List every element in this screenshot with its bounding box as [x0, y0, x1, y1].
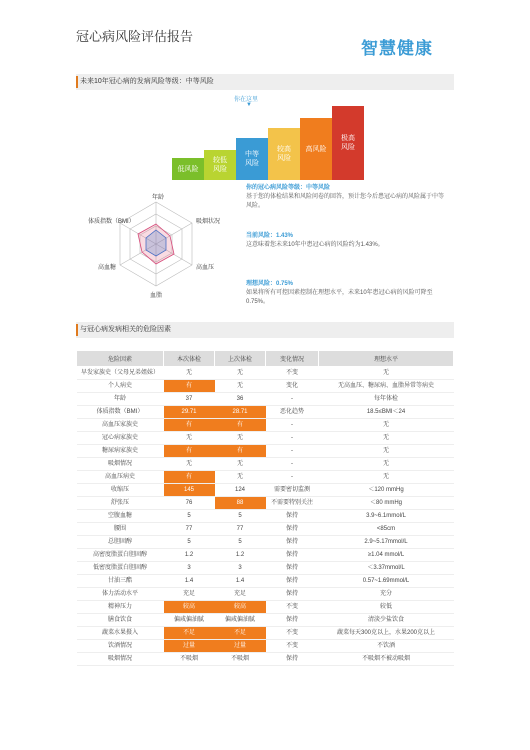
table-cell: 36	[215, 393, 266, 406]
table-cell: 无	[319, 458, 454, 471]
table-cell: 充足	[215, 588, 266, 601]
table-cell: 每年体检	[319, 393, 454, 406]
risk-step-lower: 较低 风险	[204, 150, 236, 180]
ideal-risk-info	[246, 280, 446, 307]
table-cell: 5	[215, 536, 266, 549]
table-cell: 不吸烟	[215, 653, 266, 666]
table-cell: 空腹血糖	[77, 510, 164, 523]
table-cell: 保持	[266, 536, 319, 549]
table-cell: 蔬菜每天300克以上，水果200克以上	[319, 627, 454, 640]
radar-label-bmi: 体质指数（BMI）	[88, 219, 135, 225]
table-cell: 5	[164, 536, 215, 549]
table-cell: 无	[215, 380, 266, 393]
table-cell: 低密度脂蛋白胆固醇	[77, 562, 164, 575]
col-header-change: 变化情况	[266, 351, 319, 367]
table-cell: 吸烟情况	[77, 653, 164, 666]
table-cell: -	[266, 432, 319, 445]
table-cell: 吸烟情况	[77, 458, 164, 471]
table-cell: 不变	[266, 640, 319, 653]
table-row	[77, 406, 454, 419]
table-cell: 不变	[266, 367, 319, 380]
table-cell: -	[266, 419, 319, 432]
table-row	[77, 549, 454, 562]
table-cell: 18.5≤BMI＜24	[319, 406, 454, 419]
table-cell: 无	[215, 471, 266, 484]
table-row	[77, 432, 454, 445]
table-cell: 腰围	[77, 523, 164, 536]
table-cell: 3.9~6.1mmol/L	[319, 510, 454, 523]
table-cell: 有	[215, 445, 266, 458]
table-cell: 清淡少盐饮食	[319, 614, 454, 627]
table-cell: 无	[164, 458, 215, 471]
radar-svg	[96, 190, 236, 310]
table-cell: 77	[164, 523, 215, 536]
table-cell: 糖尿病家族史	[77, 445, 164, 458]
table-cell: <85cm	[319, 523, 454, 536]
risk-level-info	[246, 184, 446, 211]
table-row	[77, 510, 454, 523]
table-cell: 高密度脂蛋白胆固醇	[77, 549, 164, 562]
table-cell: 5	[215, 510, 266, 523]
risk-step-very-high: 极高 风险	[332, 106, 364, 180]
table-cell: 无	[319, 419, 454, 432]
risk-scale	[160, 90, 380, 180]
ideal-risk-title: 理想风险：0.75%	[246, 281, 294, 287]
table-cell: 保持	[266, 653, 319, 666]
radar-label-hypertension: 高血压	[196, 265, 215, 271]
table-cell: 体质指数（BMI）	[77, 406, 164, 419]
risk-factor-table	[76, 350, 454, 666]
table-row	[77, 588, 454, 601]
table-cell: 恶化趋势	[266, 406, 319, 419]
col-header-current: 本次体检	[164, 351, 215, 367]
table-cell: 76	[164, 497, 215, 510]
table-cell: 蔬菜水果摄入	[77, 627, 164, 640]
position-marker: 你在这里	[234, 97, 259, 103]
table-cell: 不饮酒	[319, 640, 454, 653]
table-cell: ＜120 mmHg	[319, 484, 454, 497]
radar-label-age: 年龄	[152, 195, 165, 201]
table-cell: 保持	[266, 614, 319, 627]
marker-arrow-icon: ▼	[246, 102, 252, 108]
table-cell: 高血压家族史	[77, 419, 164, 432]
risk-step-high: 高风险	[300, 118, 332, 180]
current-risk-text: 这意味着您未来10年中患冠心病的风险约为1.43%。	[246, 242, 384, 248]
table-cell: 88	[215, 497, 266, 510]
table-cell: ≥1.04 mmol/L	[319, 549, 454, 562]
table-cell: 无高血压、糖尿病、血脂异常等病史	[319, 380, 454, 393]
table-cell: 保持	[266, 523, 319, 536]
section-risk-level-header: 未来10年冠心病的发病风险等级：中等风险	[76, 74, 454, 90]
table-cell: 28.71	[215, 406, 266, 419]
table-row	[77, 653, 454, 666]
table-cell: 无	[319, 432, 454, 445]
section-risk-factors-header: 与冠心病发病相关的危险因素	[76, 322, 454, 338]
table-cell: 无	[164, 367, 215, 380]
table-cell: 保持	[266, 588, 319, 601]
table-cell: 充足	[164, 588, 215, 601]
table-cell: -	[266, 445, 319, 458]
table-cell: 不变	[266, 627, 319, 640]
table-cell: 1.4	[164, 575, 215, 588]
table-row	[77, 614, 454, 627]
table-cell: 较高	[215, 601, 266, 614]
table-cell: 有	[164, 380, 215, 393]
table-cell: 无	[319, 367, 454, 380]
table-cell: 无	[319, 471, 454, 484]
table-row	[77, 471, 454, 484]
table-cell: 无	[215, 458, 266, 471]
table-row	[77, 497, 454, 510]
table-cell: 较高	[164, 601, 215, 614]
table-cell: ＜3.37mmol/L	[319, 562, 454, 575]
brand-logo: 智慧健康	[361, 39, 433, 58]
table-cell: 变化	[266, 380, 319, 393]
table-cell: 保持	[266, 549, 319, 562]
table-cell: 无	[215, 367, 266, 380]
radar-label-smoking: 吸烟状况	[196, 219, 221, 225]
table-row	[77, 380, 454, 393]
table-cell: 无	[164, 432, 215, 445]
table-cell: 年龄	[77, 393, 164, 406]
table-cell: 过量	[215, 640, 266, 653]
table-row	[77, 601, 454, 614]
table-cell: 较低	[319, 601, 454, 614]
table-row	[77, 445, 454, 458]
risk-step-higher: 较高 风险	[268, 128, 300, 180]
table-cell: 3	[164, 562, 215, 575]
table-row	[77, 627, 454, 640]
table-cell: -	[266, 458, 319, 471]
col-header-factor: 危险因素	[77, 351, 164, 367]
table-cell: 5	[164, 510, 215, 523]
current-risk-title: 当前风险：1.43%	[246, 233, 294, 239]
table-cell: -	[266, 471, 319, 484]
table-cell: 不足	[164, 627, 215, 640]
table-cell: 1.2	[164, 549, 215, 562]
table-cell: 饮酒情况	[77, 640, 164, 653]
table-cell: 无	[319, 445, 454, 458]
radar-label-glucose: 高血糖	[98, 265, 117, 271]
table-cell: 偏咸偏油腻	[164, 614, 215, 627]
table-row	[77, 419, 454, 432]
table-cell: 体力活动水平	[77, 588, 164, 601]
table-cell: 不需要特别关注	[266, 497, 319, 510]
table-row	[77, 367, 454, 380]
table-row	[77, 562, 454, 575]
table-cell: 不变	[266, 601, 319, 614]
table-cell: 1.2	[215, 549, 266, 562]
table-cell: 37	[164, 393, 215, 406]
table-cell: 有	[164, 471, 215, 484]
table-row	[77, 523, 454, 536]
table-cell: 需要密切监测	[266, 484, 319, 497]
table-cell: 膳食饮食	[77, 614, 164, 627]
table-cell: 有	[164, 419, 215, 432]
table-cell: 总胆固醇	[77, 536, 164, 549]
table-row	[77, 393, 454, 406]
radar-chart	[88, 190, 236, 310]
table-cell: 高血压病史	[77, 471, 164, 484]
current-risk-info	[246, 232, 446, 250]
table-cell: 124	[215, 484, 266, 497]
table-cell: 145	[164, 484, 215, 497]
table-cell: ＜80 mmHg	[319, 497, 454, 510]
radar-label-lipids: 血脂	[150, 293, 163, 299]
table-row	[77, 575, 454, 588]
risk-step-low: 低风险	[172, 158, 204, 180]
col-header-ideal: 理想水平	[319, 351, 454, 367]
risk-level-text: 基于您的体检结果和风险问卷的回答，预计您今后患冠心病的风险属于中等风险。	[246, 194, 445, 209]
ideal-risk-text: 如果将所有可控因素控制在理想水平，未来10年患冠心病的风险可降至0.75%。	[246, 290, 433, 305]
table-cell: 收缩压	[77, 484, 164, 497]
table-cell: 早发家族史（父母兄弟姐妹）	[77, 367, 164, 380]
table-cell: 3	[215, 562, 266, 575]
table-cell: 保持	[266, 510, 319, 523]
table-cell: 2.9~5.17mmol/L	[319, 536, 454, 549]
table-cell: 充分	[319, 588, 454, 601]
risk-step-medium: 中等 风险	[236, 138, 268, 180]
table-row	[77, 484, 454, 497]
table-cell: 精神压力	[77, 601, 164, 614]
table-cell: 77	[215, 523, 266, 536]
table-cell: 有	[215, 419, 266, 432]
table-cell: 0.57~1.69mmol/L	[319, 575, 454, 588]
risk-level-title: 你的冠心病风险等级：中等风险	[246, 185, 331, 191]
page-title: 冠心病风险评估报告	[76, 29, 194, 44]
table-cell: 过量	[164, 640, 215, 653]
table-cell: 甘油三酯	[77, 575, 164, 588]
table-cell: 有	[164, 445, 215, 458]
table-cell: 保持	[266, 575, 319, 588]
table-cell: -	[266, 393, 319, 406]
table-cell: 偏咸偏油腻	[215, 614, 266, 627]
table-row	[77, 536, 454, 549]
table-cell: 不吸烟	[164, 653, 215, 666]
table-cell: 冠心病家族史	[77, 432, 164, 445]
table-cell: 不足	[215, 627, 266, 640]
table-cell: 舒张压	[77, 497, 164, 510]
table-cell: 1.4	[215, 575, 266, 588]
table-row	[77, 458, 454, 471]
table-cell: 不吸烟不被动吸烟	[319, 653, 454, 666]
table-cell: 保持	[266, 562, 319, 575]
table-cell: 个人病史	[77, 380, 164, 393]
col-header-previous: 上次体检	[215, 351, 266, 367]
table-cell: 29.71	[164, 406, 215, 419]
table-row	[77, 640, 454, 653]
table-cell: 无	[215, 432, 266, 445]
